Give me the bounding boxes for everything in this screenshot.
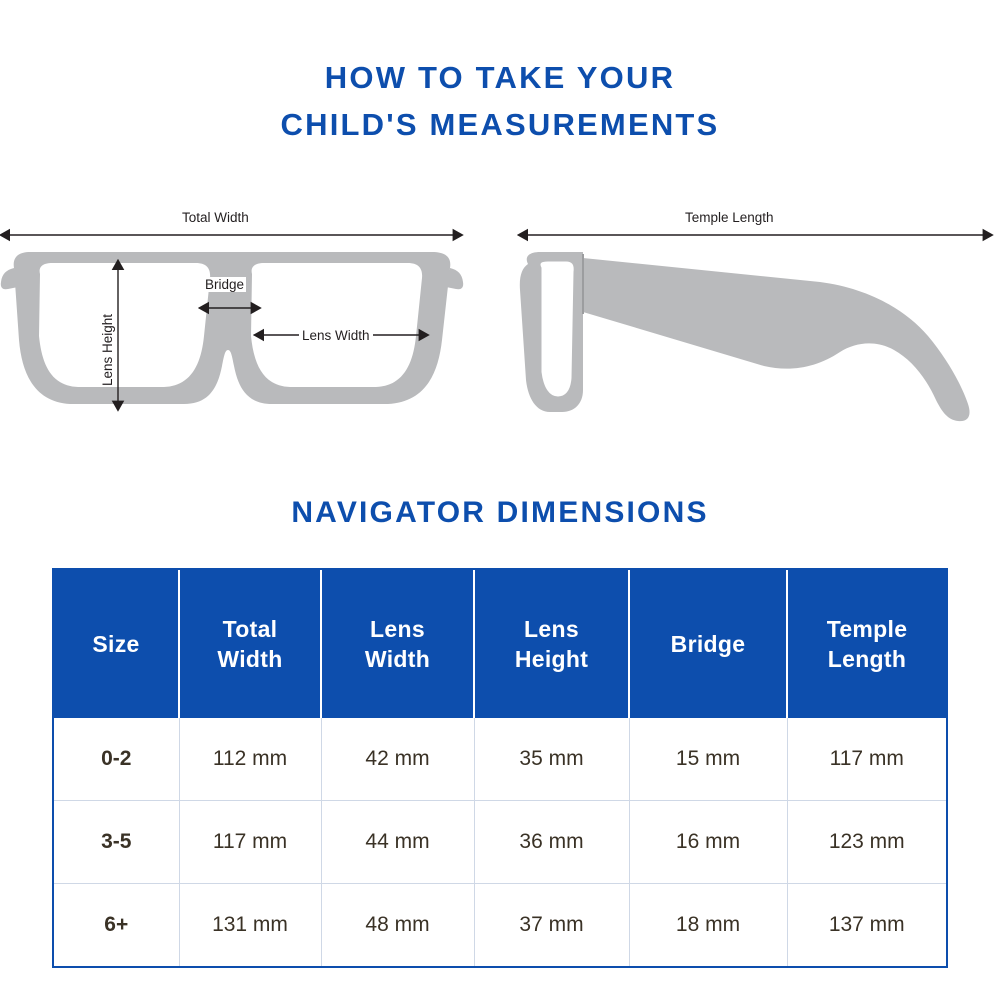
cell-lens-height: 37 mm xyxy=(474,884,629,967)
cell-temple-length: 123 mm xyxy=(787,801,946,884)
cell-lens-height: 35 mm xyxy=(474,718,629,801)
front-frame-shape xyxy=(1,252,463,404)
cell-lens-width: 48 mm xyxy=(321,884,474,967)
cell-total-width: 112 mm xyxy=(179,718,321,801)
page-title-line1: HOW TO TAKE YOUR xyxy=(324,60,676,95)
table-row xyxy=(54,718,946,801)
table-header xyxy=(54,570,946,718)
column-header-lens-width-line2: Width xyxy=(364,646,431,672)
cell-lens-width: 42 mm xyxy=(321,718,474,801)
temple-length-label: Temple Length xyxy=(685,210,774,225)
column-header-lens-height-line1: Lens xyxy=(524,616,579,642)
page-title-line2: CHILD'S MEASUREMENTS xyxy=(280,107,720,142)
dimensions-table xyxy=(54,570,946,966)
cell-temple-length: 137 mm xyxy=(828,913,905,936)
cell-size: 0-2 xyxy=(54,718,179,801)
column-header-temple-length xyxy=(787,570,946,718)
column-header-bridge xyxy=(629,570,787,718)
column-header-size xyxy=(54,570,179,718)
cell-bridge: 16 mm xyxy=(629,801,787,884)
cell-temple-length: 117 mm xyxy=(787,718,946,801)
cell-bridge: 18 mm xyxy=(629,884,787,967)
column-header-lens-width-line1: Lens xyxy=(370,616,425,642)
table-row xyxy=(54,884,946,967)
table-body xyxy=(54,718,946,966)
cell-total-width: 131 mm xyxy=(179,884,321,967)
column-header-temple-length-line1: Temple xyxy=(826,616,908,642)
total-width-label: Total Width xyxy=(182,210,249,225)
column-header-total-width-line2: Width xyxy=(217,646,283,672)
cell-lens-width: 44 mm xyxy=(321,801,474,884)
column-header-size-line1: Size xyxy=(92,631,140,657)
column-header-bridge-line1: Bridge xyxy=(670,631,746,657)
column-header-lens-height xyxy=(474,570,629,718)
dimensions-table-wrapper xyxy=(52,568,948,968)
glasses-front-diagram xyxy=(0,190,1000,470)
lens-width-label: Lens Width xyxy=(299,328,373,343)
cell-lens-height: 36 mm xyxy=(474,801,629,884)
glasses-side-diagram xyxy=(520,252,970,421)
table-header-row xyxy=(54,570,946,718)
lens-height-label: Lens Height xyxy=(100,313,115,386)
table-row xyxy=(54,801,946,884)
cell-bridge: 15 mm xyxy=(629,718,787,801)
cell-size: 6+ xyxy=(54,884,179,967)
column-header-lens-width xyxy=(321,570,474,718)
measurement-diagrams xyxy=(0,190,1000,470)
cell-size: 3-5 xyxy=(54,801,179,884)
page-title xyxy=(0,54,1000,148)
column-header-temple-length-line2: Length xyxy=(827,646,907,672)
column-header-total-width xyxy=(179,570,321,718)
cell-total-width: 117 mm xyxy=(179,801,321,884)
bridge-label: Bridge xyxy=(205,277,245,292)
section-title: NAVIGATOR DIMENSIONS xyxy=(291,496,709,529)
column-header-lens-height-line2: Height xyxy=(514,646,589,672)
column-header-total-width-line1: Total xyxy=(222,616,278,642)
